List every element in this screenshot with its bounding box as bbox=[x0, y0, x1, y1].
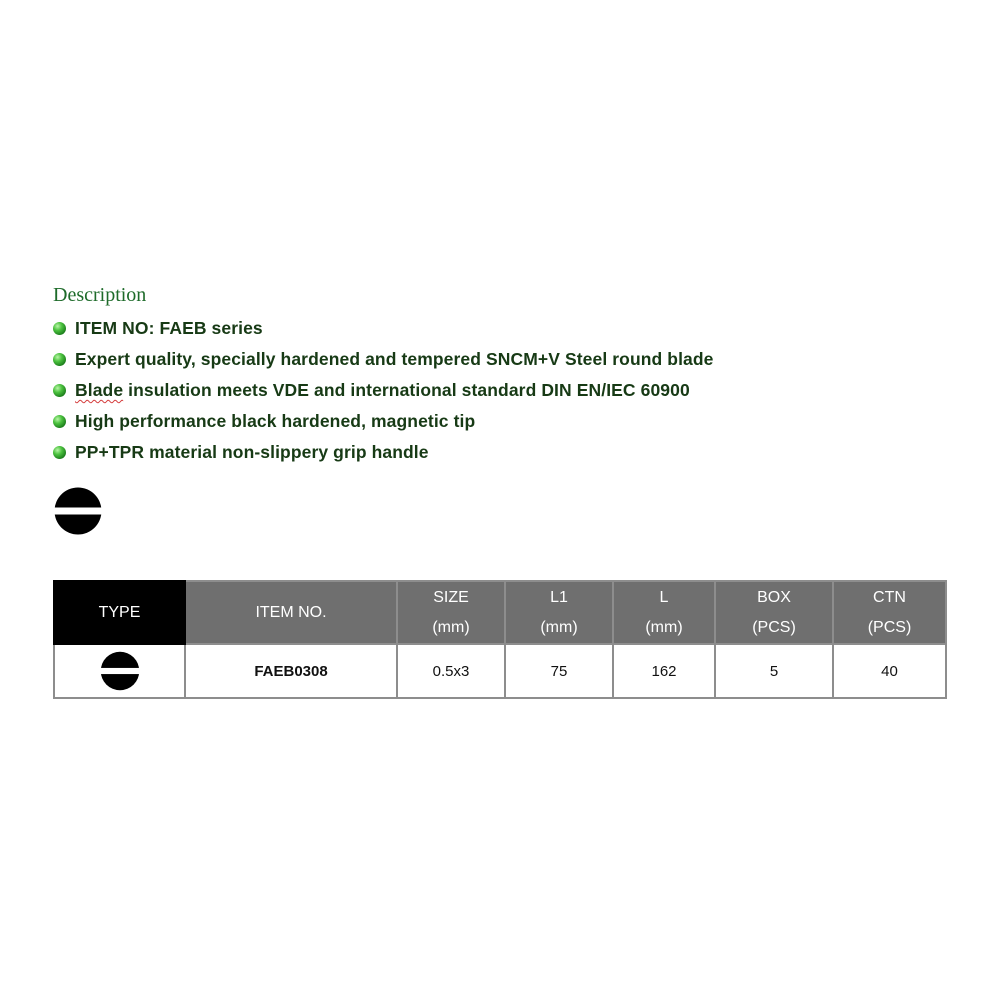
feature-text: ITEM NO: FAEB series bbox=[75, 318, 263, 338]
green-dot-icon bbox=[53, 384, 66, 397]
header-ctn: CTN (PCS) bbox=[833, 581, 946, 644]
green-dot-icon bbox=[53, 322, 66, 335]
cell-l1: 75 bbox=[505, 644, 613, 698]
feature-item bbox=[53, 344, 714, 375]
cell-type bbox=[54, 644, 185, 698]
slotted-tip-icon bbox=[99, 650, 141, 692]
header-item-no: ITEM NO. bbox=[185, 581, 397, 644]
feature-item bbox=[53, 313, 714, 344]
header-l1: L1 (mm) bbox=[505, 581, 613, 644]
table-row bbox=[54, 644, 946, 698]
cell-size: 0.5x3 bbox=[397, 644, 505, 698]
feature-text: Expert quality, specially hardened and tempered SNCM+V Steel round blade bbox=[75, 349, 714, 369]
cell-l: 162 bbox=[613, 644, 715, 698]
green-dot-icon bbox=[53, 353, 66, 366]
feature-text: High performance black hardened, magnetic tip bbox=[75, 411, 476, 431]
table-header-row bbox=[54, 581, 946, 644]
feature-list bbox=[53, 313, 714, 468]
feature-text: PP+TPR material non-slippery grip handle bbox=[75, 442, 429, 462]
feature-item bbox=[53, 375, 714, 406]
description-heading: Description bbox=[53, 284, 147, 306]
feature-item bbox=[53, 406, 714, 437]
header-type: TYPE bbox=[54, 581, 185, 644]
cell-item-no: FAEB0308 bbox=[185, 644, 397, 698]
header-l: L (mm) bbox=[613, 581, 715, 644]
header-size: SIZE (mm) bbox=[397, 581, 505, 644]
spec-table bbox=[53, 580, 947, 699]
green-dot-icon bbox=[53, 446, 66, 459]
slotted-tip-icon bbox=[54, 487, 102, 535]
cell-box: 5 bbox=[715, 644, 833, 698]
green-dot-icon bbox=[53, 415, 66, 428]
header-box: BOX (PCS) bbox=[715, 581, 833, 644]
feature-text-rest: insulation meets VDE and international standard DIN EN/IEC 60900 bbox=[123, 380, 690, 400]
spellcheck-word: Blade bbox=[75, 380, 124, 400]
cell-ctn: 40 bbox=[833, 644, 946, 698]
feature-text bbox=[75, 380, 690, 401]
feature-item bbox=[53, 437, 714, 468]
